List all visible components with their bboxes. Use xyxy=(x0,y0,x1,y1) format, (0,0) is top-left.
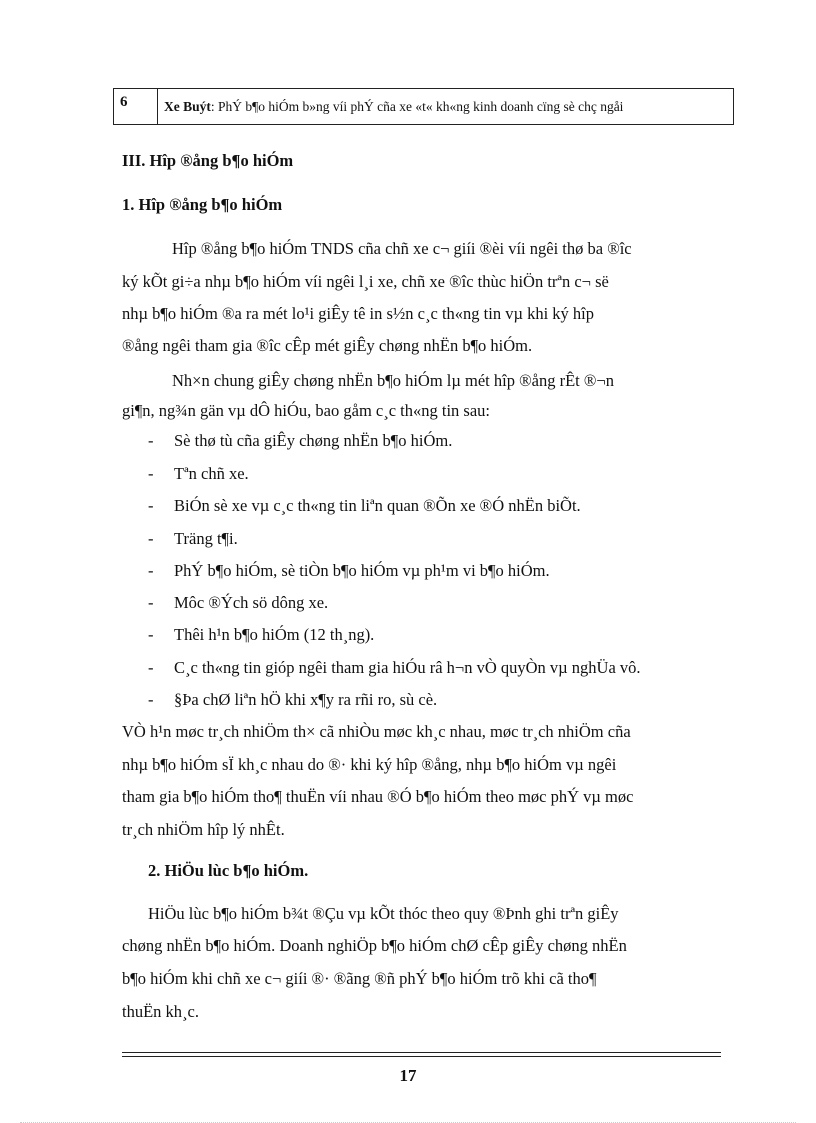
footer-rule xyxy=(122,1056,721,1057)
para4-line: chøng nhËn b¶o hiÓm. Doanh nghiÖp b¶o hiÓm chØ cÊp giÊy chøng nhËn xyxy=(122,936,627,955)
table-row xyxy=(114,89,734,125)
list-item: - Môc ®Ých sö dông xe. xyxy=(148,593,329,612)
para1-line: nhµ b¶o hiÓm ®a ra mét lo¹i giÊy tê in s½n c¸c th«ng tin vµ khi ký hîp xyxy=(122,304,594,323)
list-item: - Tªn chñ xe. xyxy=(148,464,249,483)
para1-line: ®ång ngêi tham gia ®îc cÊp mét giÊy chøng nhËn b¶o hiÓm. xyxy=(122,336,533,355)
para4-line: HiÖu lùc b¶o hiÓm b¾t ®Çu vµ kÕt thóc theo quy ®Þnh ghi trªn giÊy xyxy=(148,904,619,923)
row-number: 6 xyxy=(114,89,158,125)
para2-line: Nh×n chung giÊy chøng nhËn b¶o hiÓm lµ mét hîp ®ång rÊt ®¬n xyxy=(172,371,614,390)
list-item: - PhÝ b¶o hiÓm, sè tiÒn b¶o hiÓm vµ ph¹m vi b¶o hiÓm. xyxy=(148,561,550,580)
list-item: - Thêi h¹n b¶o hiÓm (12 th¸ng). xyxy=(148,625,375,644)
para3-line: tham gia b¶o hiÓm tho¶ thuËn víi nhau ®Ó b¶o hiÓm theo møc phÝ vµ møc xyxy=(122,787,634,806)
list-item: - BiÓn sè xe vµ c¸c th«ng tin liªn quan ®Õn xe ®Ó nhËn biÕt. xyxy=(148,496,581,515)
row-text: : PhÝ b¶o hiÓm b»ng víi phÝ cña xe «t« kh«ng kinh doanh cïng sè chç ngåi xyxy=(210,99,624,114)
footer-rule xyxy=(122,1052,721,1053)
row-description xyxy=(158,89,734,125)
list-item: - §Þa chØ liªn hÖ khi x¶y ra rñi ro, sù cè. xyxy=(148,690,438,709)
para1-line: Hîp ®ång b¶o hiÓm TNDS cña chñ xe c¬ giíi ®èi víi ngêi thø ba ®îc xyxy=(172,239,632,258)
row-label: Xe Buýt xyxy=(164,99,211,114)
para4-line: thuËn kh¸c. xyxy=(122,1002,199,1021)
list-item: - Sè thø tù cña giÊy chøng nhËn b¶o hiÓm. xyxy=(148,431,453,450)
subsection-2-heading: 2. HiÖu lùc b¶o hiÓm. xyxy=(148,861,309,880)
para3-line: tr¸ch nhiÖm hîp lý nhÊt. xyxy=(122,820,285,839)
list-item: - C¸c th«ng tin gióp ngêi tham gia hiÓu râ h¬n vÒ quyÒn vµ nghÜa vô. xyxy=(148,658,641,677)
para3-line: VÒ h¹n møc tr¸ch nhiÖm th× cã nhiÒu møc kh¸c nhau, møc tr¸ch nhiÖm cña xyxy=(122,722,631,741)
list-item: - Träng t¶i. xyxy=(148,529,238,548)
para3-line: nhµ b¶o hiÓm sÏ kh¸c nhau do ®· khi ký hîp ®ång, nhµ b¶o hiÓm vµ ngêi xyxy=(122,755,617,774)
subsection-1-heading: 1. Hîp ®ång b¶o hiÓm xyxy=(122,195,283,214)
section-heading: III. Hîp ®ång b¶o hiÓm xyxy=(122,151,294,170)
page-number: 17 xyxy=(399,1066,417,1085)
para2-line: gi¶n, ng¾n gän vµ dÔ hiÓu, bao gåm c¸c th«ng tin sau: xyxy=(122,401,491,420)
para4-line: b¶o hiÓm khi chñ xe c¬ giíi ®· ®ãng ®ñ phÝ b¶o hiÓm trõ khi cã tho¶ xyxy=(122,969,597,988)
para1-line: ký kÕt gi÷a nhµ b¶o hiÓm víi ngêi l¸i xe, chñ xe ®îc thùc hiÖn trªn c¬ së xyxy=(122,272,609,291)
premium-table xyxy=(113,88,734,125)
